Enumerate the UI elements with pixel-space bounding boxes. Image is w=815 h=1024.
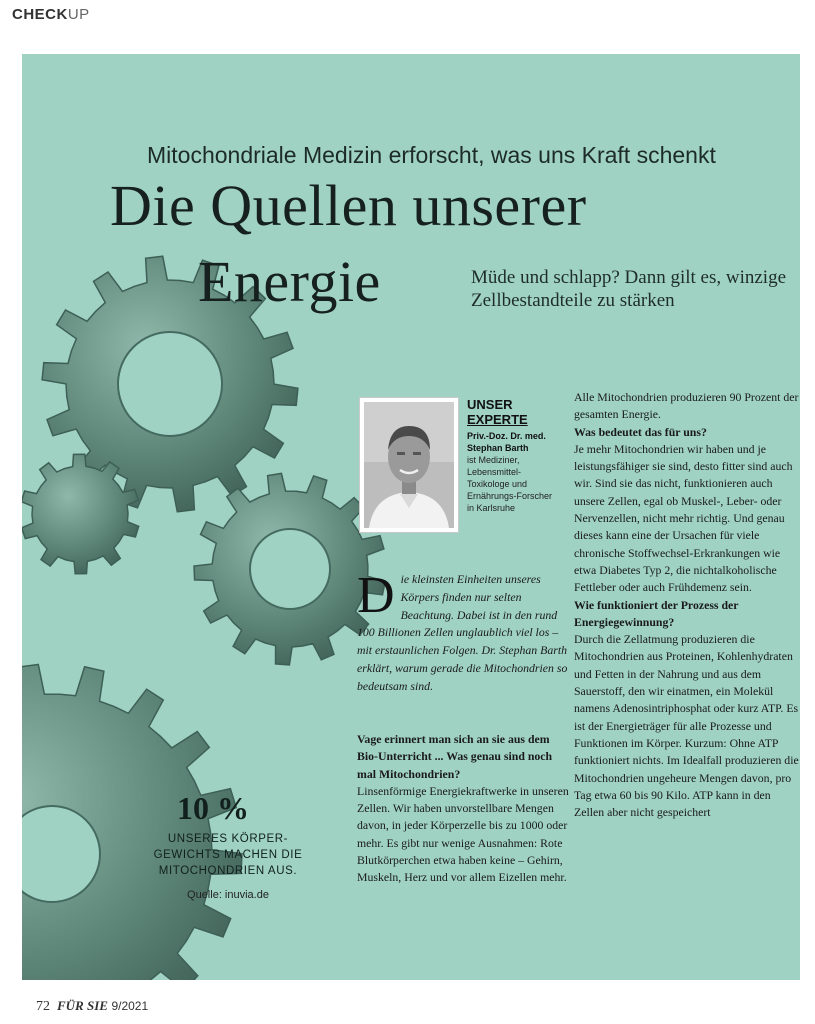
article-column-1 (357, 731, 572, 887)
expert-label-2: EXPERTE (467, 412, 528, 427)
section-label (12, 6, 90, 23)
question-2: Was bedeutet das für uns? (574, 424, 707, 439)
article-column-2 (574, 389, 799, 821)
expert-name-line: Priv.-Doz. Dr. med. (467, 431, 546, 441)
paragraph-continued: Alle Mitochondrien produzieren 90 Prozent der gesamten Energie. (574, 390, 799, 422)
expert-desc-line: in Karlsruhe (467, 503, 516, 513)
stat-value: 10 % (177, 790, 249, 826)
expert-desc-line: ist Mediziner, (467, 455, 520, 465)
stat-source: Quelle: inuvia.de (187, 889, 269, 901)
kicker: Mitochondriale Medizin erforscht, was uns Kraft schenkt (147, 142, 716, 168)
answer-1: Linsenförmige Energiekraftwerke in unseren Zellen. Wir haben unvorstellbare Mengen davon, in jeder Körperzelle bis zu 1000 oder mehr. Es gibt nur wenige Ausnahmen: Rote Blutkörperchen etwa haben keine – Gehirn, Muskeln, Herz und vor allem Eizellen mehr. (357, 783, 569, 885)
stat-text-line: UNSERES KÖRPER- (167, 833, 289, 845)
answer-3: Durch die Zellatmung produzieren die Mitochondrien aus Proteinen, Kohlenhydraten und Fetten in der Nahrung und aus dem Sauerstoff, den wir einatmen, ein Molekül namens Adenosintriphosphat oder kurz ATP. Es ist der Energieträger für alle Prozesse und Funktionen im Körper. Kurzum: Ohne ATP funktioniert nichts. Im Idealfall produzieren die Mitochondrien ungeheure Mengen davon, pro Tag etwa 60 bis 90 Kilo. ATP kann in den Zellen aber nicht gespeichert (574, 632, 799, 820)
issue-number: 9/2021 (111, 999, 149, 1013)
drop-cap: D (357, 567, 395, 624)
stat-box (138, 790, 318, 901)
expert-label-1: UNSER (467, 397, 513, 412)
lead-paragraph (357, 567, 572, 696)
stat-text-line: GEWICHTS MACHEN DIE (153, 849, 303, 861)
page-footer (36, 998, 148, 1015)
section-label-thin: UP (67, 6, 90, 23)
expert-box (467, 397, 577, 514)
stat-text (138, 831, 318, 879)
expert-name-line: Stephan Barth (467, 443, 529, 453)
lead-text: ie kleinsten Einheiten unseres Körpers finden nur selten Beachtung. Dabei ist in den rund 100 Billionen Zellen unglaublich viel los – mit erstaunlichen Folgen. Dr. Stephan Barth erklärt, warum gerade die Mitochondrien so bedeutsam sind. (357, 572, 568, 693)
expert-desc-line: Lebensmittel- (467, 467, 522, 477)
page-number: 72 (36, 999, 50, 1014)
portrait-image (364, 402, 454, 528)
headline-line-2: Energie (198, 249, 381, 314)
headline-line-1: Die Quellen unserer (110, 173, 587, 238)
question-3: Wie funktioniert der Prozess der Energiegewinnung? (574, 597, 739, 629)
stat-text-line: MITOCHONDRIEN AUS. (158, 865, 298, 877)
question-1: Vage erinnert man sich an sie aus dem Bio-Unterricht ... Was genau sind noch mal Mitochondrien? (357, 732, 553, 781)
expert-desc-line: Toxikologe und (467, 479, 528, 489)
expert-desc-line: Ernährungs-Forscher (467, 491, 553, 501)
article-panel (22, 54, 800, 980)
intro-text: Müde und schlapp? Dann gilt es, winzige Zellbestandteile zu stärken (471, 267, 787, 311)
magazine-name: FÜR SIE (57, 998, 108, 1013)
expert-portrait (359, 397, 459, 533)
section-label-bold: CHECK (12, 6, 68, 23)
answer-2: Je mehr Mitochondrien wir haben und je leistungsfähiger sie sind, desto fitter sind auch wir. Sind sie das nicht, funktionieren auch unsere Zellen, egal ob Muskel-, Leber- oder Nervenzellen, nicht mehr richtig. Und genau dieses kann eine der Ursachen für viele chronische Stoffwechsel-Erkrankungen wie etwa Diabetes Typ 2, die nichtalkoholische Fettleber oder auch Frühdemenz sein. (574, 441, 793, 595)
